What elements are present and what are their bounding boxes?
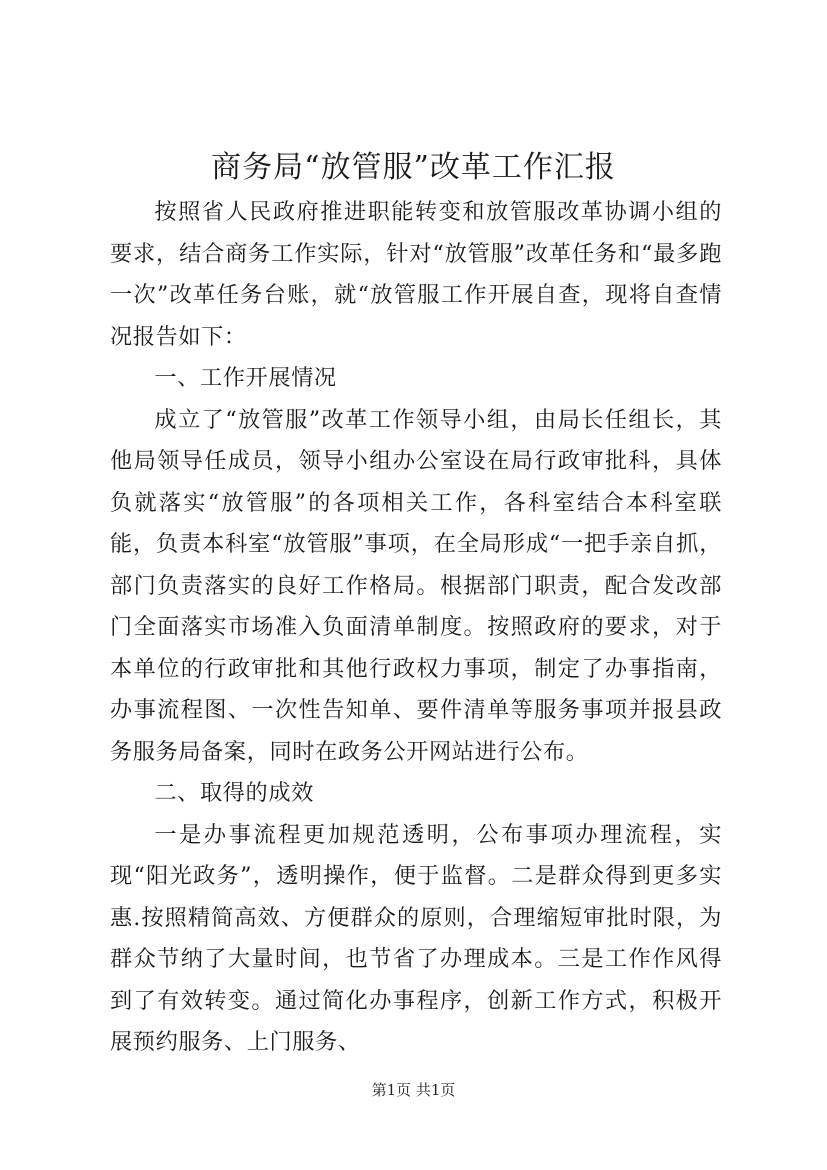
section-2-paragraph: 一是办事流程更加规范透明，公布事项办理流程，实现“阳光政务”，透明操作，便于监督。二是群众得到更多实惠.按照精简高效、方便群众的原则，合理缩短审批时限，为群众节纳了大量时间，也节省了办理成本。三是工作作风得到了有效转变。通过简化办事程序，创新工作方式，积极开展预约服务、上门服务、 bbox=[110, 821, 722, 1055]
document-body bbox=[110, 192, 722, 1064]
document-title: 商务局“放管服”改革工作汇报 bbox=[211, 150, 616, 185]
intro-paragraph: 按照省人民政府推进职能转变和放管服改革协调小组的要求，结合商务工作实际，针对“放管服”改革任务和“最多跑一次”改革任务台账，就“放管服工作开展自查，现将自查情况报告如下： bbox=[110, 199, 722, 350]
page-footer: 第1页 共1页 bbox=[371, 1081, 456, 1099]
section-1-paragraph: 成立了“放管服”改革工作领导小组，由局长任组长，其他局领导任成员，领导小组办公室设在局行政审批科，具体负就落实“放管服”的各项相关工作，各科室结合本科室联能，负责本科室“放管服”事项，在全局形成“一把手亲自抓，部门负责落实的良好工作格局。根据部门职责，配合发改部门全面落实市场准入负面清单制度。按照政府的要求，对于本单位的行政审批和其他行政权力事项，制定了办事指南，办事流程图、一次性告知单、要件清单等服务事项并报县政务服务局备案，同时在政务公开网站进行公布。 bbox=[110, 406, 722, 765]
section-heading-1: 一、工作开展情况 bbox=[154, 365, 337, 391]
section-heading-2: 二、取得的成效 bbox=[154, 780, 314, 806]
